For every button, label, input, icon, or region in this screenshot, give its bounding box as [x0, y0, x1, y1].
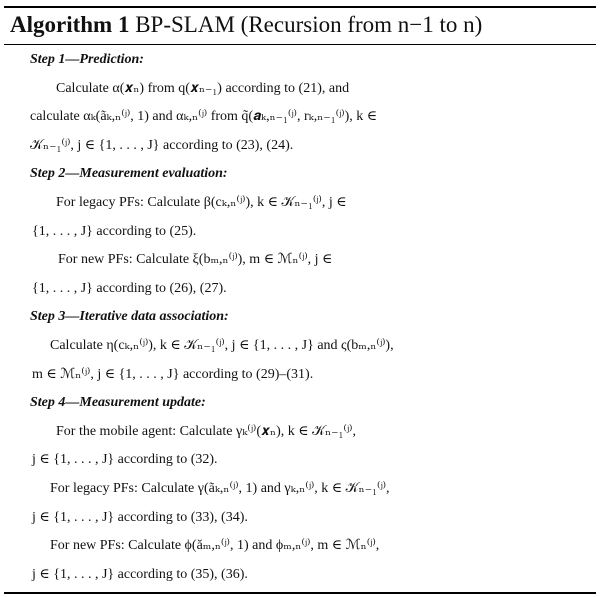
step-4-line-1: For the mobile agent: Calculate γₖ⁽ʲ⁾(𝒙ₙ), k ∈ 𝒦ₙ₋₁⁽ʲ⁾, — [56, 423, 356, 439]
algorithm-label: Algorithm 1 — [10, 12, 130, 37]
bottom-rule — [4, 592, 596, 594]
step-1-line-1: Calculate α(𝒙ₙ) from q(𝒙ₙ₋₁) according to (21), and — [56, 80, 350, 96]
caption-rule — [4, 44, 596, 45]
step-4-line-3: For legacy PFs: Calculate γ(ãₖ,ₙ⁽ʲ⁾, 1) and γₖ,ₙ⁽ʲ⁾, k ∈ 𝒦ₙ₋₁⁽ʲ⁾, — [50, 480, 390, 496]
step-2-line-4: {1, . . . , J} according to (26), (27). — [32, 280, 227, 296]
algorithm-title: BP-SLAM (Recursion from n−1 to n) — [135, 12, 483, 37]
algorithm-body — [0, 46, 600, 589]
step-2-line-2: {1, . . . , J} according to (25). — [32, 223, 197, 239]
top-rule — [4, 6, 596, 8]
step-1-line-2: calculate αₖ(ãₖ,ₙ⁽ʲ⁾, 1) and αₖ,ₙ⁽ʲ⁾ from q̃(𝒂ₖ,ₙ₋₁⁽ʲ⁾, rₖ,ₙ₋₁⁽ʲ⁾), k ∈ — [30, 109, 378, 125]
algorithm-caption — [10, 9, 482, 41]
step-2-heading: Step 2—Measurement evaluation: — [30, 166, 228, 182]
step-2-line-3: For new PFs: Calculate ξ(bₘ,ₙ⁽ʲ⁾), m ∈ ℳₙ⁽ʲ⁾, j ∈ — [58, 252, 333, 268]
step-2-line-1: For legacy PFs: Calculate β(cₖ,ₙ⁽ʲ⁾), k ∈ 𝒦ₙ₋₁⁽ʲ⁾, j ∈ — [56, 194, 347, 210]
step-1-heading: Step 1—Prediction: — [30, 52, 144, 67]
step-4-line-2: j ∈ {1, . . . , J} according to (32). — [32, 452, 218, 468]
step-1-line-3: 𝒦ₙ₋₁⁽ʲ⁾, j ∈ {1, . . . , J} according to (23), (24). — [30, 137, 294, 153]
step-4-line-5: For new PFs: Calculate ϕ(ăₘ,ₙ⁽ʲ⁾, 1) and ϕₘ,ₙ⁽ʲ⁾, m ∈ ℳₙ⁽ʲ⁾, — [50, 538, 380, 554]
step-3-line-2: m ∈ ℳₙ⁽ʲ⁾, j ∈ {1, . . . , J} according to (29)–(31). — [32, 366, 314, 382]
step-3-line-1: Calculate η(cₖ,ₙ⁽ʲ⁾), k ∈ 𝒦ₙ₋₁⁽ʲ⁾, j ∈ {1, . . . , J} and ς(bₘ,ₙ⁽ʲ⁾), — [50, 337, 394, 353]
step-4-heading: Step 4—Measurement update: — [30, 395, 206, 411]
step-3-heading: Step 3—Iterative data association: — [30, 309, 229, 325]
step-4-line-6: j ∈ {1, . . . , J} according to (35), (36). — [32, 566, 248, 582]
step-4-line-4: j ∈ {1, . . . , J} according to (33), (34). — [32, 509, 248, 525]
